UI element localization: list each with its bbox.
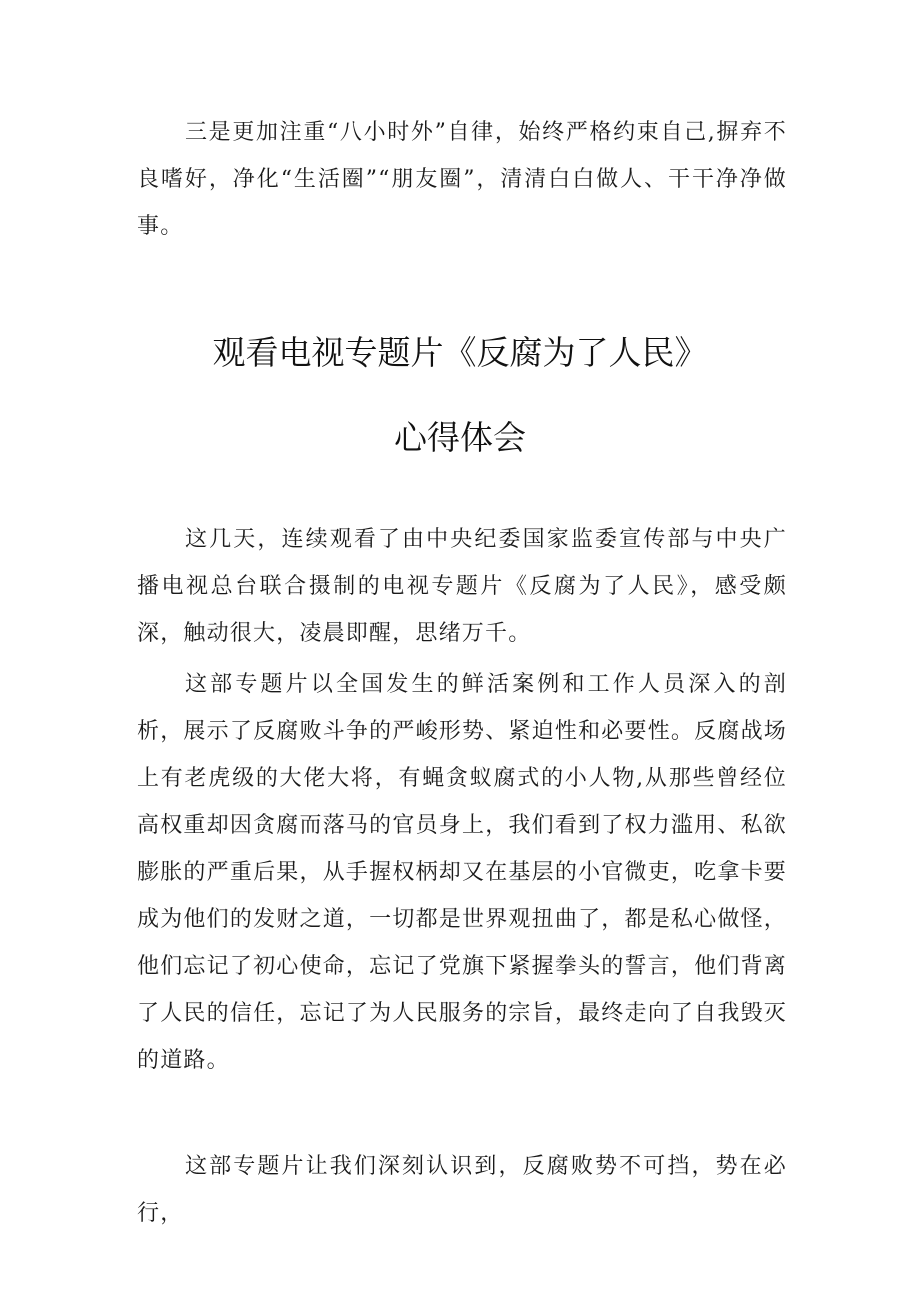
article-title-line-1: 观看电视专题片《反腐为了人民》 [212, 333, 708, 372]
body-paragraph-1: 这几天，连续观看了由中央纪委国家监委宣传部与中央广播电视总台联合摄制的电视专题片《反腐为了人民》，感受颇深，触动很大，凌晨即醒，思绪万千。 [137, 527, 787, 646]
body-paragraph-3: 这部专题片让我们深刻认识到，反腐败势不可挡，势在必行， [137, 1154, 787, 1226]
intro-paragraph: 三是更加注重“八小时外”自律，始终严格约束自己,摒弃不良嗜好，净化“生活圈”“朋友圈”，清清白白做人、干干净净做事。 [137, 120, 787, 239]
body-paragraph-2: 这部专题片以全国发生的鲜活案例和工作人员深入的剖析，展示了反腐败斗争的严峻形势、紧迫性和必要性。反腐战场上有老虎级的大佬大将，有蝇贪蚁腐式的小人物,从那些曾经位高权重却因贪腐而落马的官员身上，我们看到了权力滥用、私欲膨胀的严重后果，从手握权柄却又在基层的小官微吏，吃拿卡要成为他们的发财之道，一切都是世界观扭曲了，都是私心做怪，他们忘记了初心使命，忘记了党旗下紧握拳头的誓言，他们背离了人民的信任，忘记了为人民服务的宗旨，最终走向了自我毁灭的道路。 [137, 672, 787, 1073]
article-title-line-2: 心得体会 [394, 418, 526, 457]
